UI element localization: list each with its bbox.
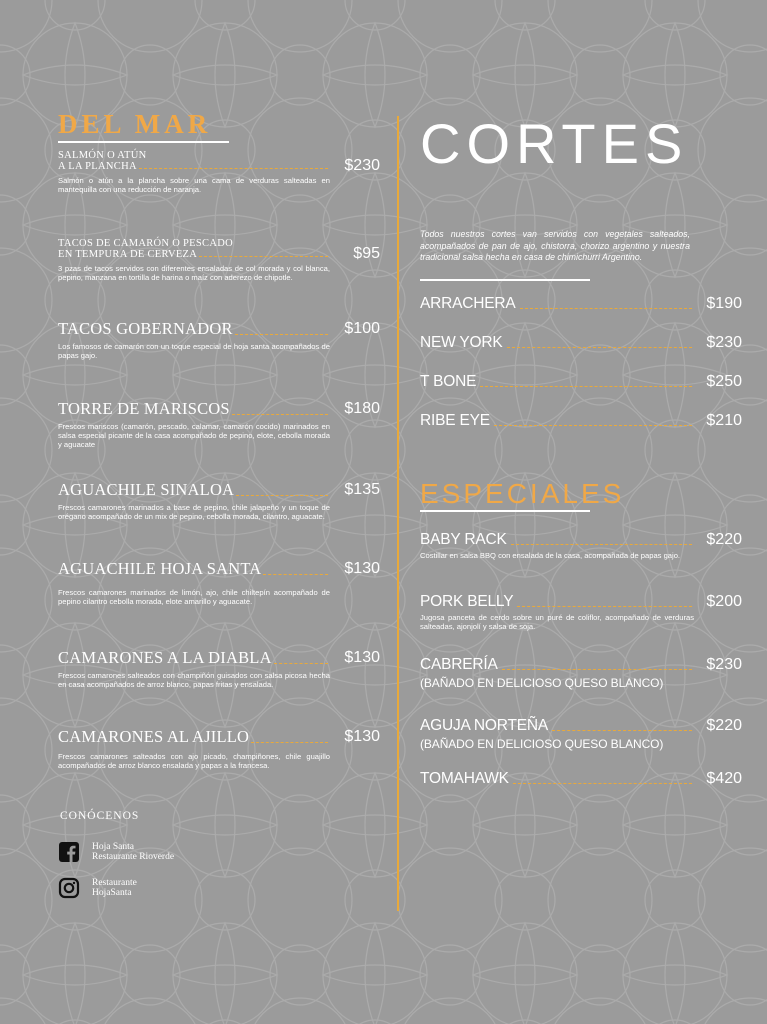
- dotted-leader: [480, 386, 692, 387]
- dish-aguachile-sinaloa: [58, 481, 382, 521]
- dotted-leader: [507, 347, 693, 348]
- especial-item-cabreria: [420, 656, 742, 690]
- corte-name: T BONE: [420, 373, 477, 390]
- corte-item-new-york: [420, 334, 742, 352]
- dotted-leader: [199, 256, 328, 257]
- dish-name: CAMARONES AL AJILLO: [58, 727, 250, 746]
- dotted-leader: [235, 334, 328, 335]
- dish-description: 3 pzas de tacos servidos con diferentes ensaladas de col morada y col blanca, pepino, manzana en tortilla de harina o maíz con aderezo de chipotle.: [58, 264, 330, 282]
- dish-price: $230: [344, 157, 380, 174]
- especial-price: $230: [706, 656, 742, 673]
- corte-price: $230: [706, 334, 742, 351]
- corte-price: $210: [706, 412, 742, 429]
- dish-description: Los famosos de camarón con un toque especial de hoja santa acompañados de papas gajo.: [58, 342, 330, 360]
- dish-aguachile-hoja-santa: [58, 560, 382, 606]
- dish-price: $130: [344, 649, 380, 666]
- dish-tacos-camaron: [58, 238, 382, 282]
- dotted-leader: [520, 308, 693, 309]
- especiales-rule: [420, 510, 590, 512]
- corte-item-ribe-eye: [420, 412, 742, 430]
- dish-price: $130: [344, 728, 380, 745]
- dotted-leader: [511, 544, 693, 545]
- dish-description: Frescos camarones salteados con ajo picado, champiñones, chile guajillo acompañados de arroz blanco ensalada y papas a la francesa.: [58, 752, 330, 770]
- dish-name-line: TACOS DE CAMARÓN O PESCADO: [58, 238, 233, 249]
- dish-price: $180: [344, 400, 380, 417]
- dish-price: $95: [353, 245, 380, 262]
- especial-item-baby-rack: [420, 531, 742, 560]
- dish-name: CAMARONES A LA DIABLA: [58, 648, 272, 667]
- facebook-label-line: Restaurante Rioverde: [92, 852, 175, 862]
- especial-name: TOMAHAWK: [420, 770, 509, 787]
- dotted-leader: [139, 168, 328, 169]
- del-mar-section: [58, 108, 382, 770]
- corte-name: NEW YORK: [420, 334, 503, 351]
- dish-camarones-ajillo: [58, 728, 382, 770]
- dish-name: TACOS GOBERNADOR: [58, 319, 233, 338]
- dish-description: Frescos camarones salteados con champiñón guisados con salsa picosa hecha en casa acompañados de arroz blanco, papas fritas y ensalada.: [58, 671, 330, 689]
- dish-salmon-atun: [58, 150, 382, 194]
- dish-price: $100: [344, 320, 380, 337]
- dish-tacos-gobernador: [58, 320, 382, 360]
- del-mar-title: DEL MAR: [58, 109, 212, 139]
- corte-item-t-bone: [420, 373, 742, 391]
- dotted-leader: [552, 730, 692, 731]
- dish-description: Frescos camarones marinados a base de pepino, chile jalapeño y un toque de orégano acompañado de un mix de pepino, cebolla morada, cilantro, aguacate.: [58, 503, 330, 521]
- especial-note: (BAÑADO EN DELICIOSO QUESO BLANCO): [420, 737, 664, 751]
- dish-name-line: SALMÓN O ATÚN: [58, 150, 147, 161]
- corte-name: ARRACHERA: [420, 295, 516, 312]
- especial-item-tomahawk: [420, 770, 742, 788]
- dotted-leader: [274, 663, 328, 664]
- especial-name: BABY RACK: [420, 531, 507, 548]
- dish-camarones-diabla: [58, 649, 382, 689]
- corte-price: $250: [706, 373, 742, 390]
- especial-price: $200: [706, 593, 742, 610]
- facebook-label-line: Hoja Santa: [92, 842, 134, 852]
- dish-description: Salmón o atún a la plancha sobre una cama de verduras salteadas en mantequilla con una reducción de naranja.: [58, 176, 330, 194]
- dotted-leader: [232, 414, 328, 415]
- especial-note: (BAÑADO EN DELICIOSO QUESO BLANCO): [420, 676, 664, 690]
- instagram-link[interactable]: [58, 877, 137, 899]
- dish-description: Frescos mariscos (camarón, pescado, calamar, camarón cocido) marinados en salsa especial picante de la casa acompañado de pepino, elote, cebolla morada y aguacate: [58, 422, 330, 449]
- dish-name: AGUACHILE HOJA SANTA: [58, 559, 262, 578]
- cortes-rule: [420, 279, 590, 281]
- dish-price: $130: [344, 560, 380, 577]
- dish-name: TORRE DE MARISCOS: [58, 399, 230, 418]
- especial-price: $220: [706, 717, 742, 734]
- instagram-label-line: HojaSanta: [92, 888, 132, 898]
- corte-price: $190: [706, 295, 742, 312]
- instagram-icon: [58, 877, 80, 899]
- especial-price: $220: [706, 531, 742, 548]
- del-mar-title-rule: [58, 141, 229, 143]
- cortes-title: CORTES: [420, 112, 689, 175]
- facebook-icon: [58, 841, 80, 863]
- dish-name-line: EN TEMPURA DE CERVEZA: [58, 249, 198, 260]
- dotted-leader: [263, 574, 328, 575]
- dish-price: $135: [344, 481, 380, 498]
- especiales-title: ESPECIALES: [420, 478, 625, 509]
- especial-item-aguja-nortena: [420, 717, 742, 751]
- corte-item-arrachera: [420, 295, 742, 313]
- cortes-description: Todos nuestros cortes van servidos con vegetales salteados, acompañados de pan de ajo, chistorra, chorizo argentino y nuestra tradicional salsa hecha en casa de chimichurri Argentino.: [420, 229, 690, 262]
- dish-description: Frescos camarones marinados de limón, ajo, chile chiltepín acompañado de pepino cilantro cebolla morada, elote amarillo y aguacate.: [58, 588, 330, 606]
- especial-price: $420: [706, 770, 742, 787]
- dish-torre-mariscos: [58, 400, 382, 449]
- dotted-leader: [251, 742, 328, 743]
- dotted-leader: [494, 425, 693, 426]
- instagram-label-line: Restaurante: [92, 878, 137, 888]
- dish-name-line: A LA PLANCHA: [58, 161, 137, 172]
- dotted-leader: [517, 606, 692, 607]
- dotted-leader: [236, 495, 328, 496]
- corte-name: RIBE EYE: [420, 412, 490, 429]
- especial-name: PORK BELLY: [420, 593, 514, 610]
- facebook-link[interactable]: [58, 841, 174, 863]
- especial-item-pork-belly: [420, 593, 742, 631]
- especial-description: Costillar en salsa BBQ con ensalada de la casa, acompañada de papas gajo.: [420, 551, 681, 560]
- dish-name: AGUACHILE SINALOA: [58, 480, 235, 499]
- especial-name: AGUJA NORTEÑA: [420, 717, 549, 734]
- dotted-leader: [513, 783, 693, 784]
- column-divider: [397, 116, 399, 911]
- especial-name: CABRERÍA: [420, 656, 498, 673]
- especial-description: Jugosa panceta de cerdo sobre un puré de coliflor, acompañado de verduras salteadas, ajonjolí y salsa de soja.: [420, 613, 694, 631]
- conocenos-heading: CONÓCENOS: [60, 810, 140, 822]
- dotted-leader: [502, 669, 693, 670]
